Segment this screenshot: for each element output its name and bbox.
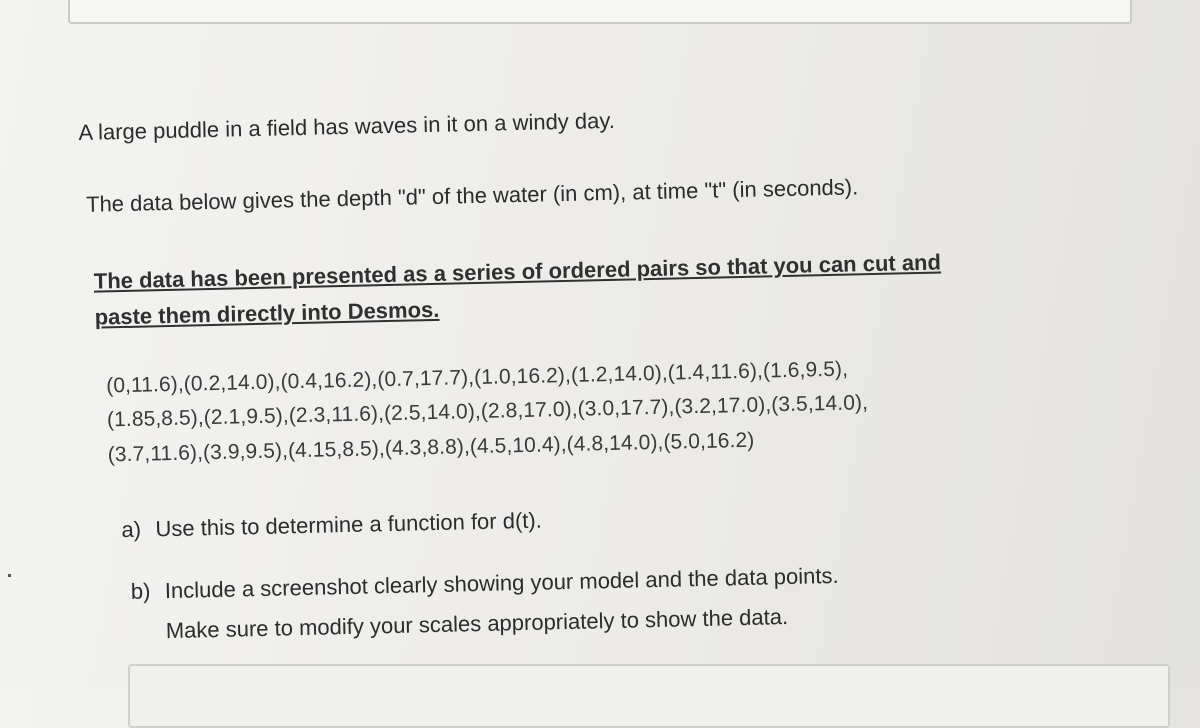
margin-mark [8, 574, 11, 577]
data-points-line-3: (3.7,11.6),(3.9,9.5),(4.15,8.5),(4.3,8.8),(4.5,10.4),(4.8,14.0),(5.0,16.2) [107, 428, 755, 467]
previous-answer-box [68, 0, 1132, 24]
question-a-marker: a) [121, 516, 142, 543]
answer-box[interactable] [128, 664, 1170, 728]
desmos-note-line-1: The data has been presented as a series of ordered pairs so that you can cut and [93, 249, 942, 294]
question-b-marker: b) [130, 578, 151, 604]
question-a [121, 508, 542, 544]
data-description: The data below gives the depth "d" of the water (in cm), at time "t" (in seconds). [85, 174, 859, 217]
question-a-text: Use this to determine a function for d(t). [155, 507, 543, 542]
intro-text: A large puddle in a field has waves in it on a windy day. [78, 107, 616, 145]
data-points-line-2: (1.85,8.5),(2.1,9.5),(2.3,11.6),(2.5,14.0),(2.8,17.0),(3.0,17.7),(3.2,17.0),(3.5,14.0), [106, 391, 869, 432]
question-b [131, 563, 839, 605]
question-content [78, 87, 1158, 644]
data-points-line-1: (0,11.6),(0.2,14.0),(0.4,16.2),(0.7,17.7),(1.0,16.2),(1.2,14.0),(1.4,11.6),(1.6,9.5), [105, 357, 849, 398]
desmos-note-line-2: paste them directly into Desmos. [94, 296, 440, 330]
question-b-text: Include a screenshot clearly showing your model and the data points. [164, 562, 839, 604]
question-b-text-continued: Make sure to modify your scales appropriately to show the data. [165, 604, 789, 644]
